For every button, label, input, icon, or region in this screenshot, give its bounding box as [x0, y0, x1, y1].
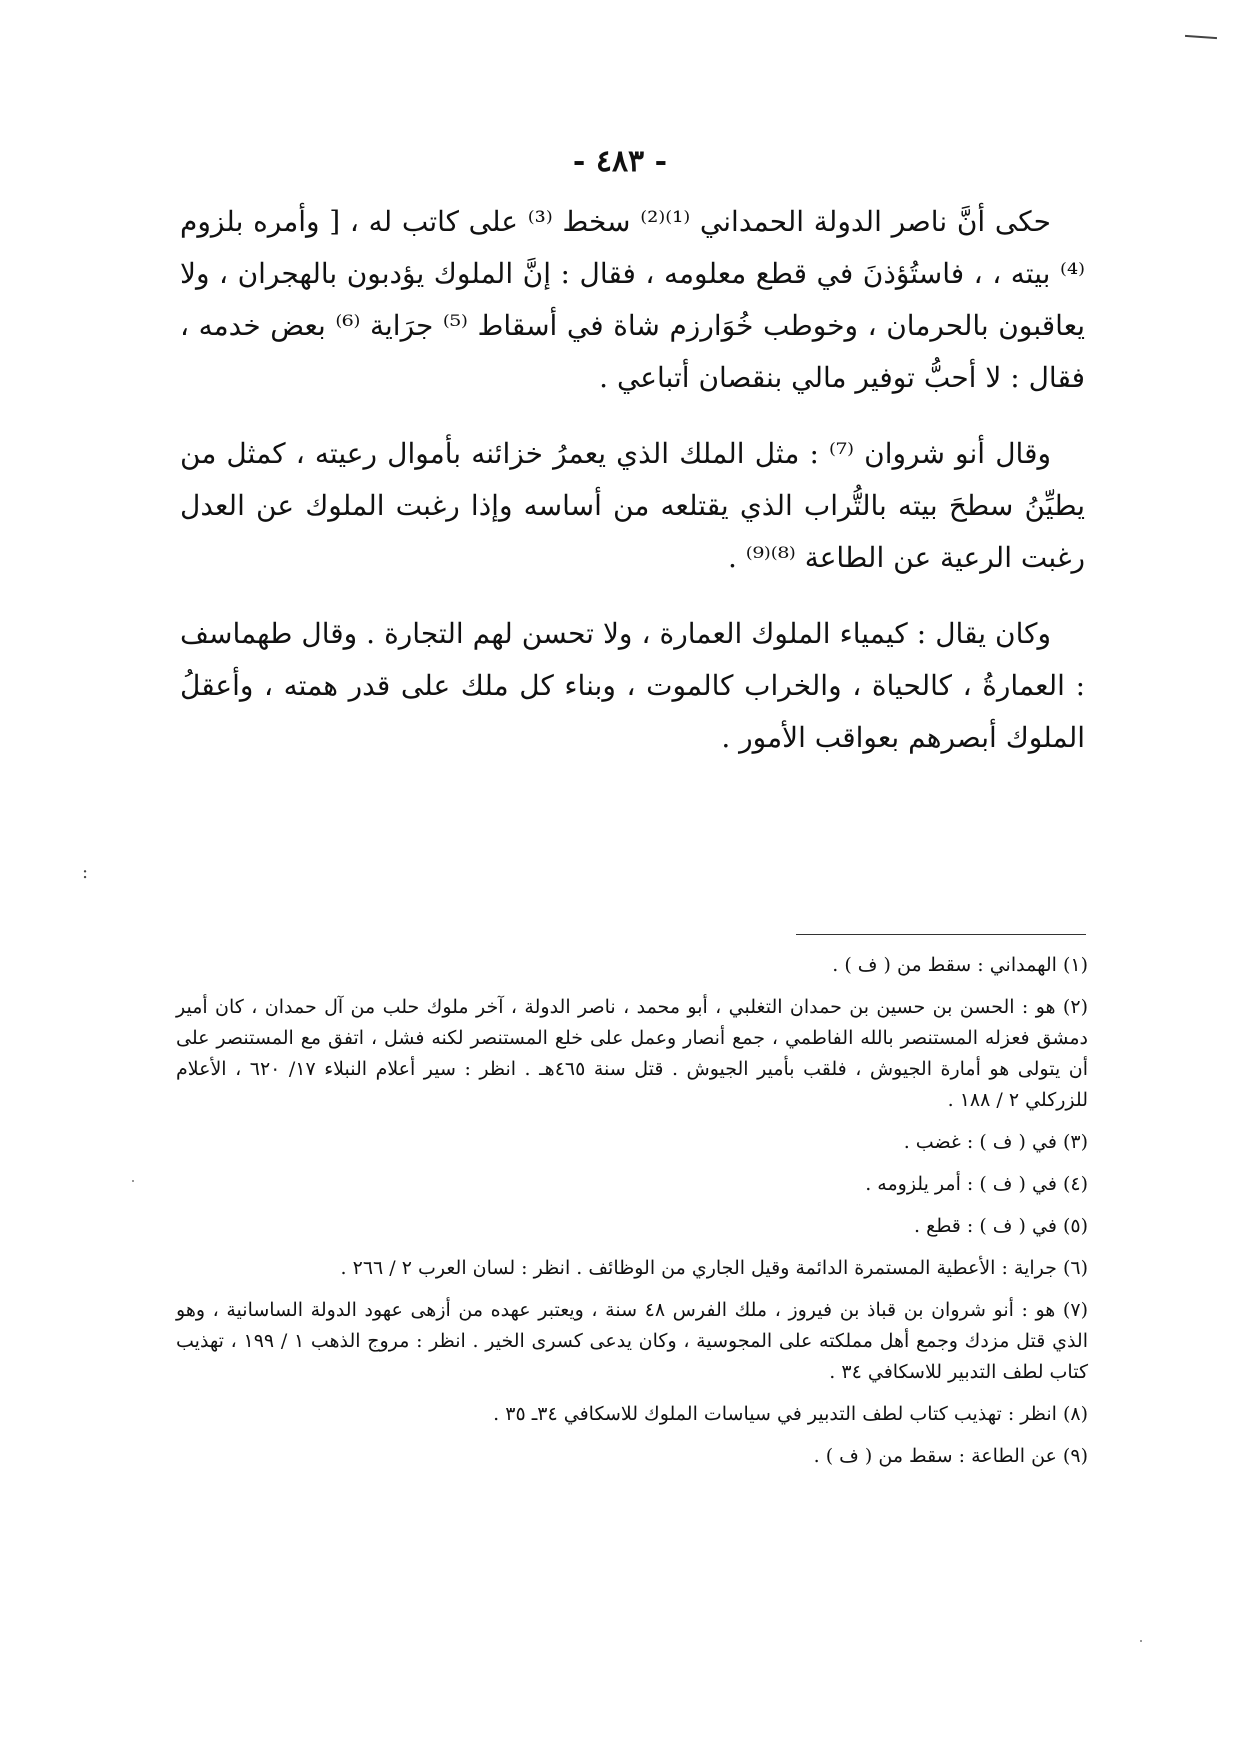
paragraph: وقال أنو شروان ⁽⁷⁾ : مثل الملك الذي يعمرُ خزائنه بأموال رعيته ، كمثل من يطيِّنُ سطحَ بيته بالتُّراب الذي يقتلعه من أساسه وإذا رغبت الملوك عن العدل رغبت الرعية عن الطاعة ⁽⁸⁾⁽⁹⁾ .	[180, 437, 1085, 574]
footnote: (٧) هو : أنو شروان بن قباذ بن فيروز ، ملك الفرس ٤٨ سنة ، ويعتبر عهده من أزهى عهود الدولة الساسانية ، وهو الذي قتل مزدك وجمع أهل مملكته على المجوسية ، وكان يدعى كسرى الخير . انظر : مروج الذهب ١ / ١٩٩ ، تهذيب كتاب لطف التدبير للاسكافي ٣٤ .	[176, 1299, 1088, 1383]
footnote: (٢) هو : الحسن بن حسين بن حمدان التغلبي ، أبو محمد ، ناصر الدولة ، آخر ملوك حلب من آل حمدان ، كان أمير دمشق فعزله المستنصر بالله الفاطمي ، جمع أنصار وعمل على خلع المستنصر لكنه فشل ، اتفق مع المستنصر على أن يتولى هو أمارة الجيوش ، فلقب بأمير الجيوش . قتل سنة ٤٦٥هـ . انظر : سير أعلام النبلاء ١٧/ ٦٢٠ ، الأعلام للزركلي ٢ / ١٨٨ .	[176, 996, 1088, 1111]
footnote: (٤) في ( ف ) : أمر يلزومه .	[865, 1173, 1088, 1195]
scan-mark	[1185, 35, 1217, 39]
paragraph: وكان يقال : كيمياء الملوك العمارة ، ولا تحسن لهم التجارة . وقال طهماسف : العمارةُ ، كالحياة ، والخراب كالموت ، وبناء كل ملك على قدر همته ، وأعقلُ الملوك أبصرهم بعواقب الأمور .	[180, 617, 1085, 754]
footnote: (٩) عن الطاعة : سقط من ( ف ) .	[813, 1445, 1088, 1467]
footnotes	[176, 950, 1088, 1483]
footnote: (٥) في ( ف ) : قطع .	[914, 1215, 1088, 1237]
footnote: (٦) جراية : الأعطية المستمرة الدائمة وقيل الجاري من الوظائف . انظر : لسان العرب ٢ / ٢٦٦ .	[340, 1257, 1088, 1279]
scan-speck	[132, 1180, 134, 1182]
page-number: - ٤٨٣ -	[572, 144, 668, 179]
footnote: (٣) في ( ف ) : غضب .	[903, 1131, 1088, 1153]
footnote-separator	[796, 934, 1086, 935]
footnote: (٨) انظر : تهذيب كتاب لطف التدبير في سياسات الملوك للاسكافي ٣٤ـ ٣٥ .	[493, 1403, 1088, 1425]
scan-speck	[1140, 1640, 1142, 1642]
body-text	[180, 196, 1085, 788]
scan-dots: :	[82, 862, 89, 883]
paragraph: حكى أنَّ ناصر الدولة الحمداني ⁽¹⁾⁽²⁾ سخط ⁽³⁾ على كاتب له ، [ وأمره بلزوم ⁽⁴⁾ بيته ، ، فاستُؤذنَ في قطع معلومه ، فقال : إنَّ الملوك يؤدبون بالهجران ، ولا يعاقبون بالحرمان ، وخوطب خُوَارزم شاة في أسقاط ⁽⁵⁾ جرَاية ⁽⁶⁾ بعض خدمه ، فقال : لا أحبُّ توفير مالي بنقصان أتباعي .	[180, 205, 1085, 394]
footnote: (١) الهمداني : سقط من ( ف ) .	[832, 954, 1088, 976]
